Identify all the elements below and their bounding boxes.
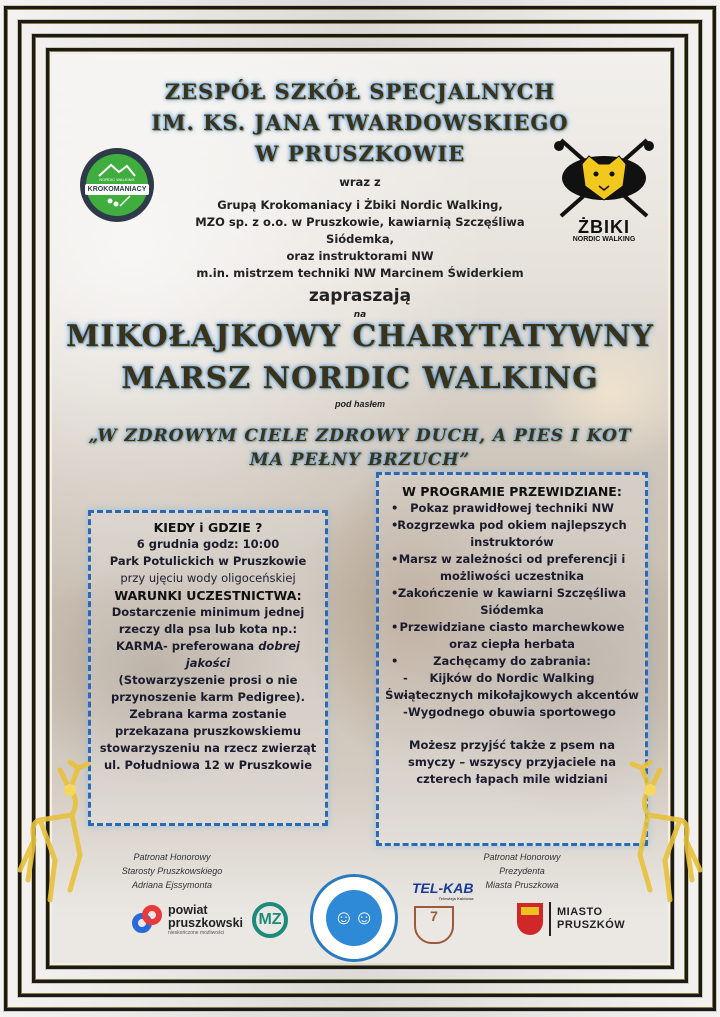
condition-1 [97,604,319,672]
event-place-detail: przy ujęciu wody oligoceńskiej [120,571,296,585]
when-where-box [88,510,328,826]
telkab-name: TEL-KAB [412,880,474,896]
city-line2: PRUSZKÓW [557,919,626,931]
bring-item: - Kijków do Nordic Walking [385,670,639,687]
event-slogan: „W ZDROWYM CIELE ZDROWY DUCH, A PIES I KOT MA PEŁNY BRZUCH” [88,426,632,470]
zbiki-subtitle: NORDIC WALKING [572,236,636,243]
school-title-line: IM. KS. JANA TWARDOWSKIEGO [151,110,569,135]
patron-line: Patronat Honorowy [133,852,211,862]
program-item: • Przewidziane ciasto marchewkowe oraz ciepła herbata [385,619,639,653]
patron-line: Adriana Ejssymonta [131,880,213,890]
program-list [385,500,639,721]
zbiki-logo [544,134,664,254]
miasto-pruszkow-logo [517,902,625,936]
program-item: • Zakończenie w kawiarni Szczęśliwa Siódemka [385,585,639,619]
bring-item: - Wygodnego obuwia sportowego [385,704,639,721]
patron-line: Prezydenta [499,866,545,876]
intro-text [162,174,558,324]
school-seal-logo [310,874,398,962]
partner-line: MZO sp. z o.o. w Pruszkowie, kawiarnią Szczęśliwa Siódemka, [195,215,525,246]
lynx-with-poles-icon [549,134,659,218]
patron-line: Miasta Pruszkowa [485,880,559,890]
krokomaniacy-name: KROKOMANIACY [85,184,150,195]
powiat-tagline: nieskończone możliwości [168,930,225,936]
city-line1: MIASTO [557,906,603,918]
powiat-line1: powiat [168,903,208,917]
patron-starosta [112,850,232,892]
conditions-heading: WARUNKI UCZESTNICTWA: [114,588,302,603]
partner-line: Grupą Krokomaniacy i Żbiki Nordic Walking, [217,198,503,212]
condition-3: Zebrana karma zostanie przekazana pruszkowskiemu stowarzyszeniu na rzecz zwierząt ul. Południowa 12 w Pruszkowie [99,707,317,772]
patron-prezydent [472,850,572,892]
powiat-emblem-icon [132,905,162,935]
mountains-icon [97,163,137,177]
telkab-logo [412,880,473,901]
condition-text: Dostarczenie minimum jednej rzeczy dla psa lub kota np.: KARMA- preferowana [111,605,305,653]
poster-canvas [52,54,668,963]
school-title-line: ZESPÓŁ SZKÓŁ SPECJALNYCH [164,79,556,104]
powiat-pruszkowski-logo [132,904,243,936]
when-heading: KIEDY i GDZIE ? [153,520,263,535]
invite-verb: zapraszają [308,286,412,306]
pod-haslem-label: pod hasłem [334,399,385,409]
condition-italic: dobrej jakości [185,639,300,670]
na-label: na [353,310,367,320]
golden-reindeer-icon [610,760,720,910]
event-title-line: MARSZ NORDIC WALKING [121,361,599,396]
city-crest-icon [517,903,543,935]
patron-line: Patronat Honorowy [483,852,561,862]
cafe-siodemka-logo: 7 [414,906,454,944]
event-date: 6 grudnia godz: 10:00 [136,537,280,551]
children-faces-icon: ☺☺ [326,890,382,946]
condition-2: (Stowarzyszenie prosi o nie przynoszenie karm Pedigree). [110,673,306,704]
golden-reindeer-icon [0,760,110,910]
program-item: • Marsz w zależności od preferencji i możliwości uczestnika [385,551,639,585]
event-title-line: MIKOŁAJKOWY CHARYTATYWNY [66,319,654,354]
school-title-line: W PRUSZKOWIE [254,141,466,166]
event-title [52,316,668,400]
program-heading: W PROGRAMIE PRZEWIDZIANE: [402,484,622,499]
krokomaniacy-logo [80,148,154,222]
patron-line: Starosty Pruszkowskiego [121,866,223,876]
partner-line: oraz instruktorami NW [286,249,434,263]
partner-line: m.in. mistrzem techniki NW Marcinem Świderkiem [196,266,524,280]
program-box [376,472,648,846]
bring-item: - Świątecznych mikołajkowych akcentów [385,687,639,704]
dogs-welcome-note: Możesz przyjść także z psem na smyczy – wszyscy przyjaciele na czterech łapach mile widziani [408,738,616,786]
telkab-sub: Telewizja Kablowa [438,896,474,901]
krokomaniacy-subtitle: NORDIC WALKING [99,177,135,182]
program-item: • Zachęcamy do zabrania: [385,653,639,670]
mzo-logo: MZ [252,902,288,938]
zbiki-name: ŻBIKI [578,217,630,237]
footprints-icon [102,195,132,207]
program-item: • Rozgrzewka pod okiem najlepszych instruktorów [385,517,639,551]
powiat-line2: pruszkowski [168,916,244,930]
wraz-z-label: wraz z [339,175,381,189]
program-item: • Pokaz prawidłowej techniki NW [385,500,639,517]
event-place: Park Potulickich w Pruszkowie [109,554,307,568]
